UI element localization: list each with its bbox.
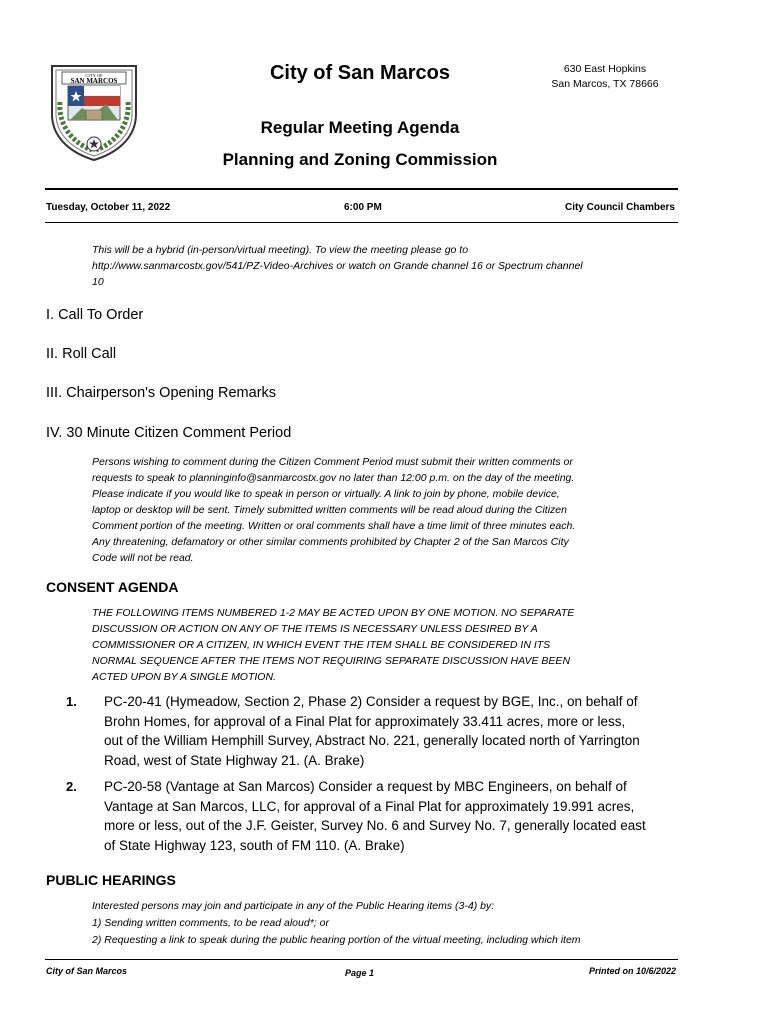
item-line: Vantage at San Marcos, LLC, for approval of a Final Plat for approximately 19.991 acres, <box>104 798 635 814</box>
note-line: This will be a hybrid (in-person/virtual meeting). To view the meeting please go to <box>92 244 469 256</box>
footer-city: City of San Marcos <box>46 966 128 976</box>
meeting-location: City Council Chambers <box>564 202 675 213</box>
text-line: COMMISSIONER OR A CITIZEN, IN WHICH EVENT THE ITEM SHALL BE CONSIDERED IN ITS <box>92 639 551 651</box>
public-hearings-text <box>92 898 692 949</box>
hybrid-note <box>92 242 682 290</box>
text-line: 1) Sending written comments, to be read aloud*; or <box>92 917 329 929</box>
address-line: San Marcos, TX 78666 <box>551 78 659 90</box>
agenda-title: Regular Meeting Agenda <box>260 118 460 137</box>
svg-text:CITY OF: CITY OF <box>85 73 103 78</box>
text-line: THE FOLLOWING ITEMS NUMBERED 1-2 MAY BE ACTED UPON BY ONE MOTION. NO SEPARATE <box>92 607 575 619</box>
item-number: 2. <box>66 779 77 794</box>
item-line: more or less, out of the J.F. Geister, Survey No. 6 and Survey No. 7, generally located east <box>104 818 646 833</box>
text-line: NORMAL SEQUENCE AFTER THE ITEMS NOT REQUIRING SEPARATE DISCUSSION HAVE BEEN <box>92 655 571 667</box>
item-line: PC-20-41 (Hymeadow, Section 2, Phase 2) Consider a request by BGE, Inc., on behalf of <box>104 694 638 709</box>
text-line: ACTED UPON BY A SINGLE MOTION. <box>92 671 276 683</box>
text-line: Interested persons may join and participate in any of the Public Hearing items (3-4) by: <box>92 900 495 912</box>
text-line: DISCUSSION OR ACTION ON ANY OF THE ITEMS IS NECESSARY UNLESS DESIRED BY A <box>92 623 538 635</box>
text-line: Code will not be read. <box>92 552 194 564</box>
item-line: of State Highway 123, south of FM 110. (A. Brake) <box>104 837 405 853</box>
svg-text:SAN MARCOS: SAN MARCOS <box>70 77 118 85</box>
text-line: Any threatening, defamatory or other similar comments prohibited by Chapter 2 of the San Marcos City <box>92 536 569 548</box>
item-line: Road, west of State Highway 21. (A. Brake) <box>104 752 365 768</box>
consent-notice <box>92 605 692 685</box>
text-line: laptop or desktop will be sent. Timely submitted written comments will be read aloud during the Citizen <box>92 504 567 516</box>
consent-item <box>104 692 695 770</box>
item-line: PC-20-58 (Vantage at San Marcos) Consider a request by MBC Engineers, on behalf of <box>104 779 627 794</box>
section-call-to-order: I. Call To Order <box>46 307 144 323</box>
address <box>540 62 670 92</box>
page-title: City of San Marcos <box>269 62 451 84</box>
meeting-time: 6:00 PM <box>344 202 382 213</box>
section-opening-remarks: III. Chairperson's Opening Remarks <box>46 385 277 401</box>
item-line: Brohn Homes, for approval of a Final Plat for approximately 33.411 acres, more or less, <box>104 713 626 729</box>
public-hearings-heading: PUBLIC HEARINGS <box>46 872 176 888</box>
divider <box>45 188 678 190</box>
footer-divider <box>45 959 678 960</box>
text-line: Please indicate if you would like to speak in person or virtually. A link to join by phone, mobile device, <box>92 488 560 500</box>
page-number: Page 1 <box>345 968 375 978</box>
item-number: 1. <box>66 694 77 709</box>
text-line: Comment portion of the meeting. Written or oral comments shall have a time limit of three minutes each. <box>92 520 576 532</box>
note-line: http://www.sanmarcostx.gov/541/PZ-Video-Archives or watch on Grande channel 16 or Spectrum channel <box>92 260 583 272</box>
text-line: requests to speak to planninginfo@sanmarcostx.gov no later than 12:00 p.m. on the day of the meeting. <box>92 472 575 484</box>
meeting-date: Tuesday, October 11, 2022 <box>46 202 171 213</box>
citizen-comment-text <box>92 454 692 566</box>
city-seal-logo <box>48 62 140 162</box>
section-roll-call: II. Roll Call <box>46 346 117 362</box>
text-line: Persons wishing to comment during the Citizen Comment Period must submit their written comments or <box>92 456 573 468</box>
divider <box>45 222 678 223</box>
text-line: 2) Requesting a link to speak during the public hearing portion of the virtual meeting, including which item <box>92 934 581 946</box>
section-citizen-comment: IV. 30 Minute Citizen Comment Period <box>46 425 292 441</box>
note-line: 10 <box>92 276 104 288</box>
consent-agenda-heading: CONSENT AGENDA <box>46 579 179 595</box>
consent-item <box>104 777 695 855</box>
print-date: Printed on 10/6/2022 <box>588 966 676 976</box>
item-line: out of the William Hemphill Survey, Abstract No. 221, generally located north of Yarrington <box>104 733 640 748</box>
address-line: 630 East Hopkins <box>563 63 647 75</box>
commission-name: Planning and Zoning Commission <box>222 150 498 169</box>
